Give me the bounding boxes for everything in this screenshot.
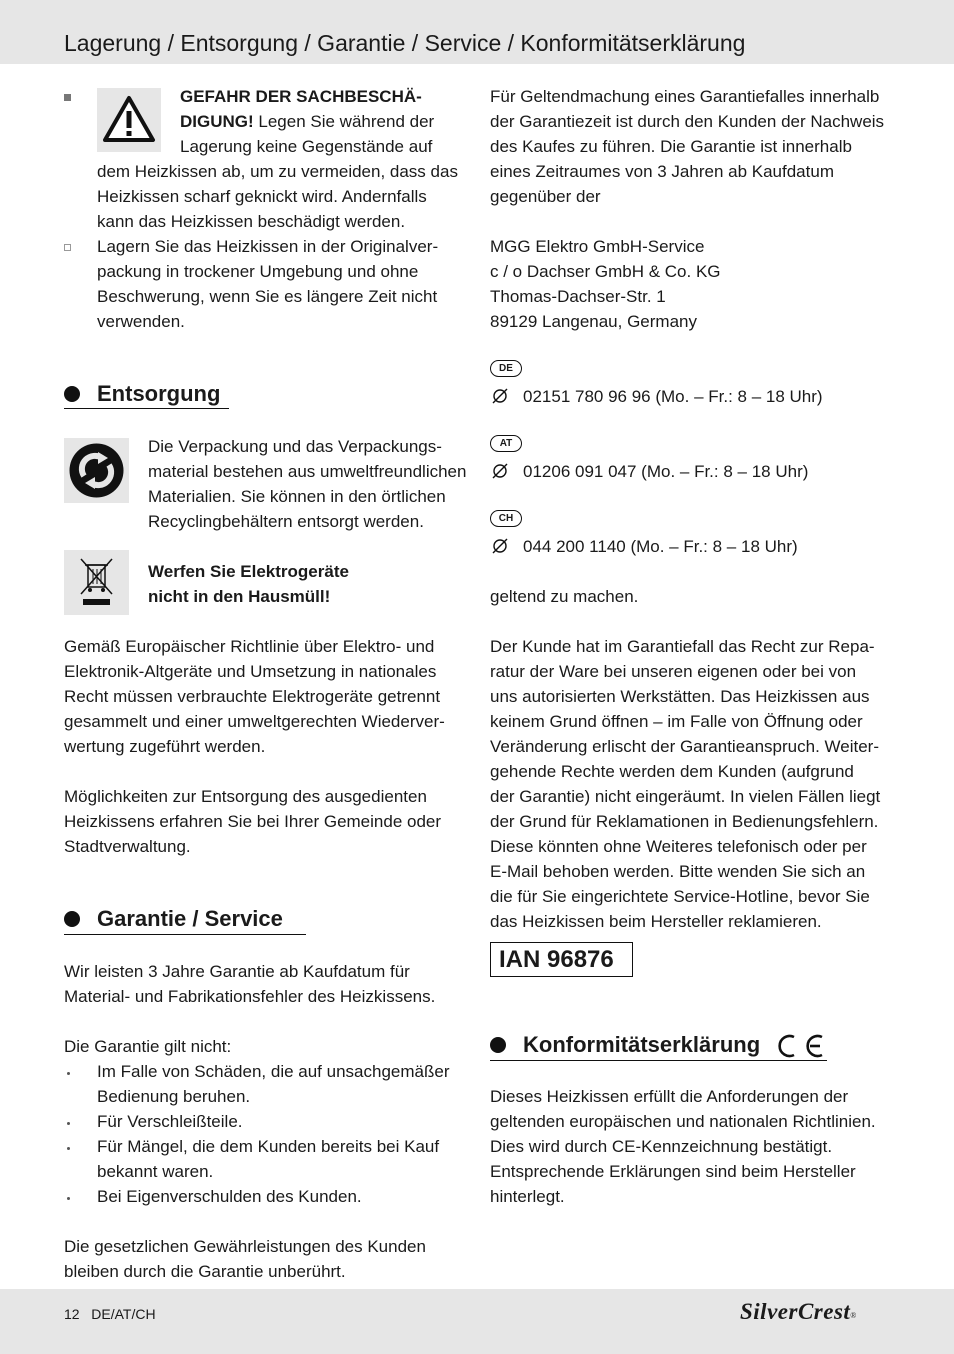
disposal-paragraph-line: Elektronik-Altgeräte und Umsetzung in nationales <box>64 662 437 681</box>
warranty-line: Wir leisten 3 Jahre Garantie ab Kaufdatum für <box>64 962 410 981</box>
storage-line: Lagern Sie das Heizkissen in der Originalver- <box>97 237 439 256</box>
warranty-item: Im Falle von Schäden, die auf unsachgemäßer <box>97 1062 450 1081</box>
repair-line: Veränderung erlischt der Garantieanspruch. Weiter- <box>490 737 879 756</box>
page-header <box>0 0 954 64</box>
claim-line: gegenüber der <box>490 187 601 206</box>
phone-icon <box>491 387 509 405</box>
warranty-item: Bedienung beruhen. <box>97 1087 251 1106</box>
claim-line: der Garantiezeit ist durch den Kunden der Nachweis <box>490 112 885 131</box>
country-badge: CH <box>490 510 522 527</box>
address-line: Thomas-Dachser-Str. 1 <box>490 287 666 306</box>
claim-line: des Kaufes zu führen. Die Garantie ist innerhalb <box>490 137 852 156</box>
list-bullet <box>67 1197 70 1200</box>
warranty-line: Die gesetzlichen Gewährleistungen des Kunden <box>64 1237 426 1256</box>
warranty-intro: Die Garantie gilt nicht: <box>64 1037 232 1056</box>
warranty-item: bekannt waren. <box>97 1162 214 1181</box>
disposal-paragraph-line: gesammelt und einer umweltgerechten Wiederver- <box>64 712 445 731</box>
weee-line: Werfen Sie Elektrogeräte <box>148 562 349 581</box>
warning-line: kann das Heizkissen beschädigt werden. <box>97 212 406 231</box>
conformity-line: hinterlegt. <box>490 1187 565 1206</box>
warning-triangle-icon <box>97 88 161 152</box>
recycling-line: Recyclingbehältern entsorgt werden. <box>148 512 424 531</box>
hotline-number: 02151 780 96 96 (Mo. – Fr.: 8 – 18 Uhr) <box>523 387 823 406</box>
page-title: Lagerung / Entsorgung / Garantie / Service / Konformitätserklärung <box>64 30 746 56</box>
disposal-paragraph-line: Heizkissens erfahren Sie bei Ihrer Gemeinde oder <box>64 812 442 831</box>
repair-line: gehende Rechte werden dem Kunden (aufgrund <box>490 762 854 781</box>
repair-line: das Heizkissen beim Hersteller reklamieren. <box>490 912 822 931</box>
disposal-paragraph-line: Stadtverwaltung. <box>64 837 191 856</box>
warranty-item: Bei Eigenverschulden des Kunden. <box>97 1187 362 1206</box>
checkbox-bullet <box>64 244 71 251</box>
list-bullet <box>67 1147 70 1150</box>
recycling-line: Materialien. Sie können in den örtlichen <box>148 487 446 506</box>
repair-line: Diese könnten ohne Weiteres telefonisch oder per <box>490 837 867 856</box>
recycling-line: Die Verpackung und das Verpackungs- <box>148 437 442 456</box>
storage-line: Beschwerung, wenn Sie es längere Zeit nicht <box>97 287 438 306</box>
warranty-item: Für Mängel, die dem Kunden bereits bei Kauf <box>97 1137 440 1156</box>
warning-line: DIGUNG! Legen Sie während der <box>180 112 435 131</box>
list-bullet <box>67 1072 70 1075</box>
page-number: 12 DE/AT/CH <box>64 1306 156 1322</box>
repair-line: der Grund für Reklamationen in Bedienungsfehlern. <box>490 812 879 831</box>
conformity-line: Dieses Heizkissen erfüllt die Anforderungen der <box>490 1087 849 1106</box>
section-bullet <box>64 386 80 402</box>
disposal-paragraph-line: Recht müssen verbrauchte Elektrogeräte getrennt <box>64 687 441 706</box>
country-badge: DE <box>490 360 522 377</box>
list-bullet <box>64 94 71 101</box>
warning-line: Heizkissen scharf geknickt wird. Andernfalls <box>97 187 427 206</box>
hotline-number: 044 200 1140 (Mo. – Fr.: 8 – 18 Uhr) <box>523 537 798 556</box>
claim-line: eines Zeitraumes von 3 Jahren ab Kaufdatum <box>490 162 834 181</box>
conformity-line: Dies wird durch CE-Kennzeichnung bestätigt. <box>490 1137 833 1156</box>
repair-line: keinem Grund öffnen – im Falle von Öffnung oder <box>490 712 863 731</box>
storage-line: packung in trockener Umgebung und ohne <box>97 262 419 281</box>
warranty-line: bleiben durch die Garantie unberührt. <box>64 1262 346 1281</box>
section-underline <box>490 1060 827 1061</box>
storage-line: verwenden. <box>97 312 185 331</box>
ian-box: IAN 96876 <box>490 942 633 977</box>
phone-icon <box>491 537 509 555</box>
address-line: MGG Elektro GmbH-Service <box>490 237 705 256</box>
section-underline <box>64 408 229 409</box>
phone-icon <box>491 462 509 480</box>
brand-logo: SilverCrest® <box>740 1299 857 1324</box>
warning-line: dem Heizkissen ab, um zu vermeiden, dass das <box>97 162 458 181</box>
disposal-paragraph-line: wertung zugeführt werden. <box>64 737 266 756</box>
crossed-bin-icon <box>64 550 129 615</box>
hotline-number: 01206 091 047 (Mo. – Fr.: 8 – 18 Uhr) <box>523 462 809 481</box>
assert-line: geltend zu machen. <box>490 587 639 606</box>
disposal-paragraph-line: Gemäß Europäischer Richtlinie über Elektro- und <box>64 637 435 656</box>
recycling-icon <box>64 438 129 503</box>
repair-line: der Garantie) nicht eingeräumt. In vielen Fällen liegt <box>490 787 881 806</box>
conformity-line: Entsprechende Erklärungen sind beim Hersteller <box>490 1162 856 1181</box>
address-line: 89129 Langenau, Germany <box>490 312 697 331</box>
conformity-line: geltenden europäischen und nationalen Richtlinien. <box>490 1112 876 1131</box>
claim-line: Für Geltendmachung eines Garantiefalles innerhalb <box>490 87 880 106</box>
country-badge: AT <box>490 435 522 452</box>
recycling-line: material bestehen aus umweltfreundlichen <box>148 462 467 481</box>
disposal-paragraph-line: Möglichkeiten zur Entsorgung des ausgedienten <box>64 787 427 806</box>
repair-line: uns autorisierten Werkstätten. Das Heizkissen aus <box>490 687 870 706</box>
section-heading-disposal: Entsorgung <box>97 381 221 406</box>
warning-line: GEFAHR DER SACHBESCHÄ- <box>180 87 422 106</box>
list-bullet <box>67 1122 70 1125</box>
repair-line: ratur der Ware bei unseren eigenen oder bei von <box>490 662 857 681</box>
ce-mark-icon <box>772 1033 828 1059</box>
repair-line: E-Mail behoben werden. Bitte wenden Sie sich an <box>490 862 866 881</box>
repair-line: die für Sie eingerichtete Service-Hotline, bevor Sie <box>490 887 870 906</box>
warranty-item: Für Verschleißteile. <box>97 1112 243 1131</box>
address-line: c / o Dachser GmbH & Co. KG <box>490 262 721 281</box>
section-heading-conformity: Konformitätserklärung <box>523 1032 761 1057</box>
section-bullet <box>490 1037 506 1053</box>
weee-line: nicht in den Hausmüll! <box>148 587 331 606</box>
section-heading-warranty: Garantie / Service <box>97 906 283 931</box>
warranty-line: Material- und Fabrikationsfehler des Heizkissens. <box>64 987 436 1006</box>
section-underline <box>64 934 306 935</box>
repair-line: Der Kunde hat im Garantiefall das Recht zur Repa- <box>490 637 875 656</box>
page-footer <box>0 1289 954 1354</box>
section-bullet <box>64 911 80 927</box>
warning-line: Lagerung keine Gegenstände auf <box>180 137 433 156</box>
